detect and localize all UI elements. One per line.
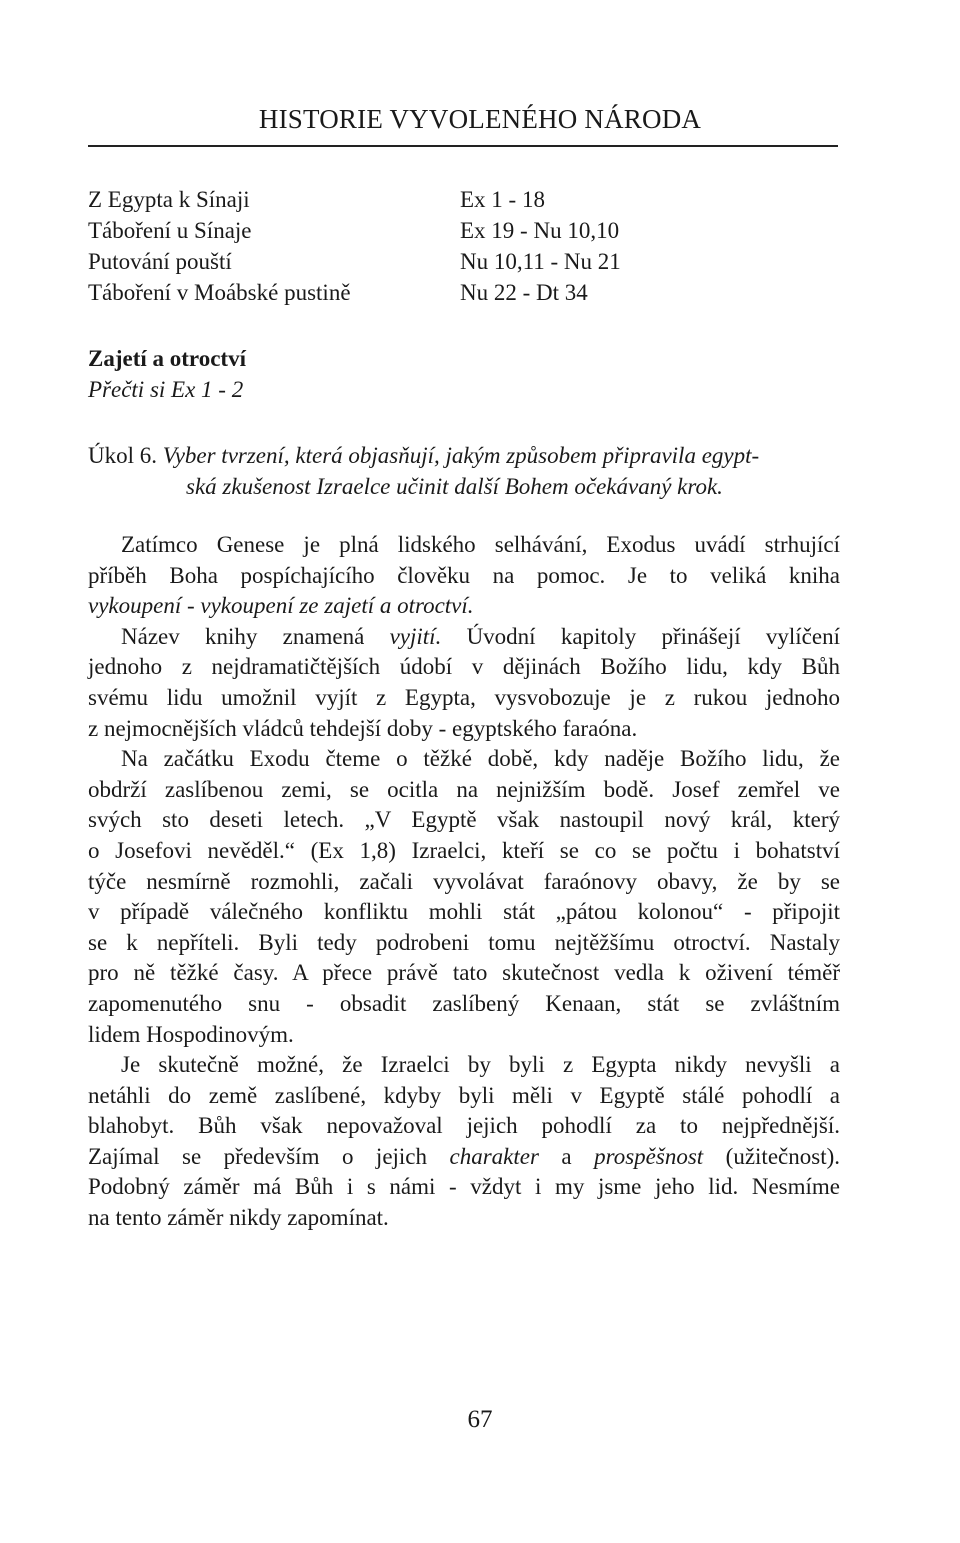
paragraph — [88, 744, 840, 1050]
overview-reference: Nu 22 - Dt 34 — [460, 280, 588, 305]
overview-reference: Ex 1 - 18 — [460, 187, 545, 212]
text-line: zapomenutého snu - obsadit zaslíbený Kenaan, stát se zvláštním — [88, 990, 840, 1016]
overview-row — [88, 246, 838, 277]
text-line: z nejmocnějších vládců tehdejší doby - egyptského faraóna. — [88, 715, 638, 741]
text-line: jednoho z nejdramatičtějších údobí v dějinách Božího lidu, kdy Bůh — [88, 654, 840, 680]
text-run: Úvodní kapitoly přinášejí vylíčení — [441, 623, 840, 649]
paragraph — [88, 622, 840, 744]
text-line: lidem Hospodinovým. — [88, 1021, 294, 1047]
text-line — [88, 622, 840, 653]
overview-row — [88, 184, 838, 215]
text-line: pro ně těžké časy. A přece právě tato skutečnost vedla k oživení téměř — [88, 960, 840, 986]
task-label: Úkol 6. — [88, 443, 157, 468]
overview-title: Putování pouští — [88, 249, 232, 274]
text-line: se k nepříteli. Byli tedy podrobeni tomu nejtěžšímu otroctví. Nastaly — [88, 929, 840, 955]
text-line: Je skutečně možné, že Izraelci by byli z Egypta nikdy nevyšli a — [121, 1052, 840, 1078]
text-line: Podobný záměr má Bůh i s námi - vždyt i my jsme jeho lid. Nesmíme — [88, 1174, 840, 1200]
paragraph — [88, 1050, 840, 1234]
overview-title: Táboření u Sínaje — [88, 218, 252, 243]
text-line: blahobyt. Bůh však nepovažoval jejich pohodlí za to nejpřednější. — [88, 1113, 840, 1139]
text-line: Zatímco Genese je plná lidského selhávání, Exodus uvádí strhující — [121, 532, 840, 557]
text-line: svých sto deseti letech. „V Egyptě však nastoupil nový král, který — [88, 807, 840, 833]
text-line: týče nesmírně rozmohli, začali vyvolávat faraónovy obavy, že by se — [88, 868, 840, 894]
text-run: (užitečnost). — [703, 1143, 840, 1169]
emphasis: prospěšnost — [594, 1143, 704, 1169]
task-line — [88, 440, 840, 471]
overview-reference: Ex 19 - Nu 10,10 — [460, 218, 620, 243]
reading-assignment: Přečti si Ex 1 - 2 — [88, 377, 244, 402]
overview-row — [88, 215, 838, 246]
task-question: Vyber tvrzení, která objasňují, jakým způsobem připravila egypt- — [162, 443, 760, 468]
text-line: svému lidu umožnil vyjít z Egypta, vysvobozuje je z rukou jednoho — [88, 684, 840, 710]
page-number: 67 — [467, 1406, 493, 1433]
header-rule — [88, 145, 838, 147]
text-line: obdrží zaslíbenou zemi, se ocitla na nejnižším bodě. Josef zemřel ve — [88, 776, 840, 802]
emphasis: charakter — [449, 1143, 539, 1169]
section-title: Zajetí a otroctví — [88, 346, 246, 371]
running-header: HISTORIE VYVOLENÉHO NÁRODA — [258, 104, 702, 134]
text-line: netáhli do země zaslíbené, kdyby byli měli v Egyptě stálé pohodlí a — [88, 1082, 840, 1108]
text-line: v případě válečného konfliktu mohli stát „pátou kolonou“ - připojit — [88, 899, 840, 925]
text-line: příběh Boha pospíchajícího člověku na pomoc. Je to veliká kniha — [88, 562, 840, 588]
task-block — [88, 440, 840, 502]
body-text — [88, 530, 840, 1234]
paragraph — [88, 530, 840, 622]
text-run: Název knihy znamená — [121, 623, 390, 649]
emphasis: vyjití. — [389, 623, 442, 649]
text-line: na tento záměr nikdy zapomínat. — [88, 1205, 389, 1231]
text-run: a — [538, 1143, 595, 1169]
book-overview-table — [88, 184, 838, 308]
overview-title: Táboření v Moábské pustině — [88, 280, 351, 305]
overview-reference: Nu 10,11 - Nu 21 — [460, 249, 621, 274]
overview-title: Z Egypta k Sínaji — [88, 187, 250, 212]
overview-row — [88, 277, 838, 308]
text-line: Na začátku Exodu čteme o těžké době, kdy naděje Božího lidu, že — [121, 746, 840, 772]
text-line — [88, 1142, 840, 1173]
task-question-continued: ská zkušenost Izraelce učinit další Bohem očekávaný krok. — [186, 474, 723, 499]
text-line: vykoupení - vykoupení ze zajetí a otroctví. — [88, 593, 474, 619]
text-line: o Josefovi nevěděl.“ (Ex 1,8) Izraelci, kteří se co se počtu i bohatství — [88, 837, 840, 863]
text-run: Zajímal se především o jejich — [88, 1143, 450, 1169]
